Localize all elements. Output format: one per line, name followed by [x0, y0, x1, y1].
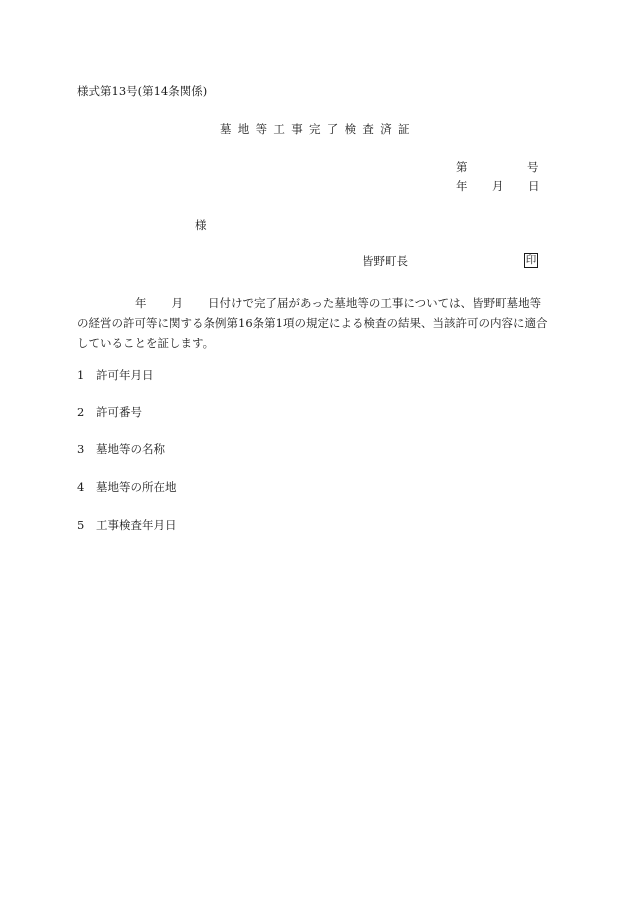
- item-permit-date: [77, 370, 154, 382]
- item-label: 許可番号: [96, 405, 142, 419]
- body-year: 年: [135, 296, 147, 310]
- item-cemetery-name: [77, 444, 165, 456]
- form-number: 様式第13号(第14条関係): [77, 84, 208, 98]
- body-month: 月: [171, 296, 183, 310]
- date-day: 日: [528, 179, 540, 193]
- certification-text: [77, 293, 553, 353]
- addressee-honorific: 様: [195, 218, 207, 232]
- document-title: 墓地等工事完了検査済証: [220, 122, 416, 136]
- item-label: 許可年月日: [96, 368, 154, 382]
- body-line-1-rest: 日付けで完了届があった墓地等の工事については、皆野町墓地等: [208, 296, 542, 310]
- item-number: 1: [77, 368, 85, 382]
- issuer-name: 皆野町長: [362, 254, 408, 268]
- date-month: 月: [492, 179, 504, 193]
- seal-mark: 印: [525, 254, 537, 266]
- body-line-1: [77, 293, 553, 313]
- item-number: 3: [77, 442, 85, 456]
- item-label: 工事検査年月日: [96, 518, 177, 532]
- body-line-3: していることを証します。: [77, 336, 215, 350]
- item-label: 墓地等の名称: [96, 442, 165, 456]
- item-number: 5: [77, 518, 85, 532]
- item-number: 4: [77, 480, 85, 494]
- date-year: 年: [456, 179, 468, 193]
- item-label: 墓地等の所在地: [96, 480, 177, 494]
- number-prefix: 第: [456, 160, 468, 174]
- item-inspection-date: [77, 520, 177, 532]
- item-cemetery-location: [77, 482, 177, 494]
- item-number: 2: [77, 405, 85, 419]
- body-line-2: の経営の許可等に関する条例第16条第1項の規定による検査の結果、当該許可の内容に適合: [77, 316, 548, 330]
- number-suffix: 号: [527, 160, 539, 174]
- item-permit-number: [77, 407, 142, 419]
